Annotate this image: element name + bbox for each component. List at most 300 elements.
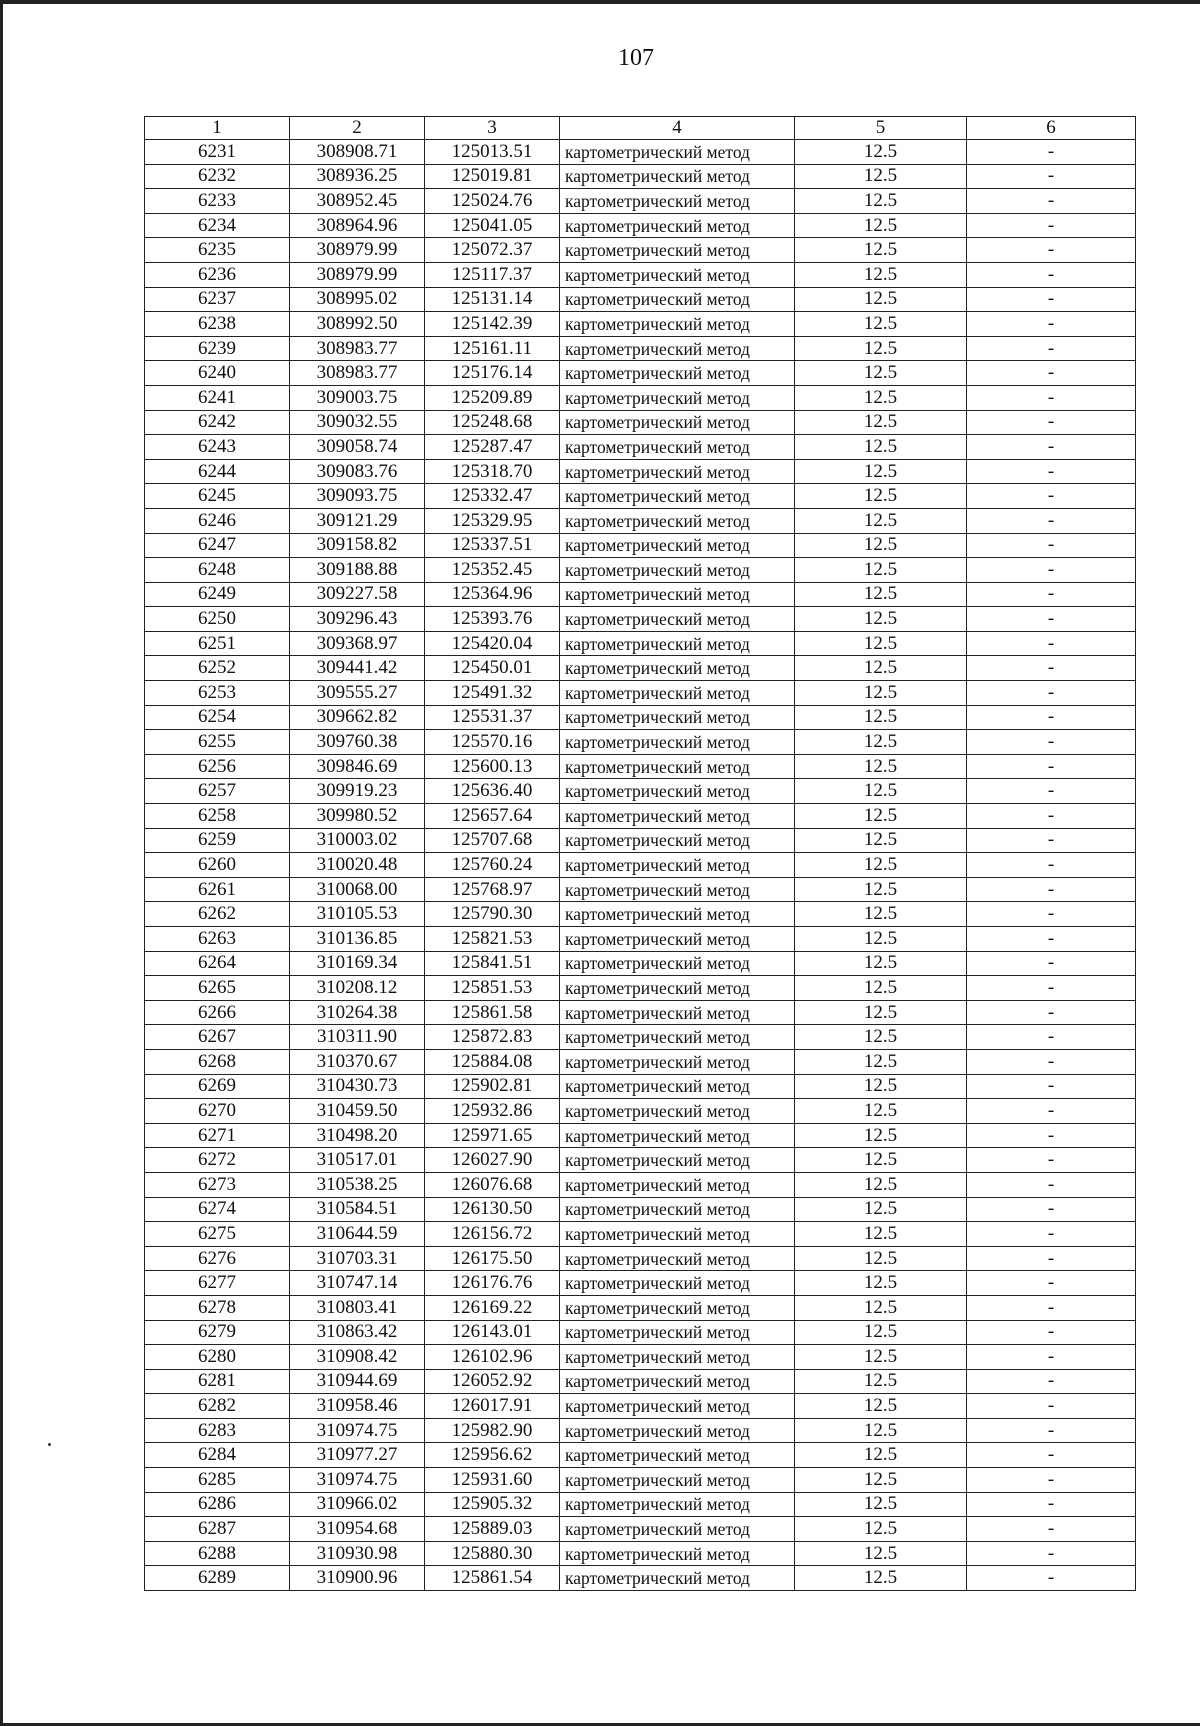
point-number-cell: 6279	[145, 1320, 290, 1345]
note-cell: -	[967, 385, 1136, 410]
x-coordinate-cell: 309846.69	[290, 754, 425, 779]
method-cell: картометрический метод	[560, 484, 795, 509]
point-number-cell: 6250	[145, 607, 290, 632]
accuracy-cell: 12.5	[795, 582, 967, 607]
note-cell: -	[967, 1123, 1136, 1148]
y-coordinate-cell: 126130.50	[425, 1197, 560, 1222]
point-number-cell: 6248	[145, 558, 290, 583]
y-coordinate-cell: 125450.01	[425, 656, 560, 681]
note-cell: -	[967, 1148, 1136, 1173]
y-coordinate-cell: 126027.90	[425, 1148, 560, 1173]
header-cell-5: 5	[795, 117, 967, 140]
method-cell: картометрический метод	[560, 1172, 795, 1197]
x-coordinate-cell: 310863.42	[290, 1320, 425, 1345]
note-cell: -	[967, 213, 1136, 238]
point-number-cell: 6276	[145, 1246, 290, 1271]
note-cell: -	[967, 804, 1136, 829]
table-row	[145, 1049, 1136, 1074]
accuracy-cell: 12.5	[795, 1000, 967, 1025]
note-cell: -	[967, 1049, 1136, 1074]
point-number-cell: 6286	[145, 1492, 290, 1517]
point-number-cell: 6289	[145, 1566, 290, 1591]
y-coordinate-cell: 125209.89	[425, 385, 560, 410]
accuracy-cell: 12.5	[795, 238, 967, 263]
x-coordinate-cell: 310105.53	[290, 902, 425, 927]
point-number-cell: 6257	[145, 779, 290, 804]
point-number-cell: 6245	[145, 484, 290, 509]
point-number-cell: 6237	[145, 287, 290, 312]
x-coordinate-cell: 308995.02	[290, 287, 425, 312]
accuracy-cell: 12.5	[795, 1541, 967, 1566]
method-cell: картометрический метод	[560, 1025, 795, 1050]
y-coordinate-cell: 125491.32	[425, 681, 560, 706]
header-row	[145, 117, 1136, 140]
table-row	[145, 976, 1136, 1001]
y-coordinate-cell: 126169.22	[425, 1295, 560, 1320]
point-number-cell: 6235	[145, 238, 290, 263]
accuracy-cell: 12.5	[795, 312, 967, 337]
method-cell: картометрический метод	[560, 189, 795, 214]
table-row	[145, 877, 1136, 902]
y-coordinate-cell: 125861.58	[425, 1000, 560, 1025]
method-cell: картометрический метод	[560, 705, 795, 730]
point-number-cell: 6256	[145, 754, 290, 779]
x-coordinate-cell: 309158.82	[290, 533, 425, 558]
x-coordinate-cell: 308979.99	[290, 238, 425, 263]
table-row	[145, 1172, 1136, 1197]
accuracy-cell: 12.5	[795, 508, 967, 533]
method-cell: картометрический метод	[560, 1246, 795, 1271]
y-coordinate-cell: 125041.05	[425, 213, 560, 238]
note-cell: -	[967, 656, 1136, 681]
point-number-cell: 6267	[145, 1025, 290, 1050]
x-coordinate-cell: 309919.23	[290, 779, 425, 804]
y-coordinate-cell: 125971.65	[425, 1123, 560, 1148]
y-coordinate-cell: 125760.24	[425, 853, 560, 878]
accuracy-cell: 12.5	[795, 1517, 967, 1542]
y-coordinate-cell: 126102.96	[425, 1345, 560, 1370]
accuracy-cell: 12.5	[795, 410, 967, 435]
point-number-cell: 6274	[145, 1197, 290, 1222]
x-coordinate-cell: 309980.52	[290, 804, 425, 829]
y-coordinate-cell: 125161.11	[425, 336, 560, 361]
table-row	[145, 164, 1136, 189]
point-number-cell: 6251	[145, 631, 290, 656]
point-number-cell: 6239	[145, 336, 290, 361]
note-cell: -	[967, 1271, 1136, 1296]
note-cell: -	[967, 705, 1136, 730]
accuracy-cell: 12.5	[795, 1566, 967, 1591]
point-number-cell: 6247	[145, 533, 290, 558]
method-cell: картометрический метод	[560, 1222, 795, 1247]
method-cell: картометрический метод	[560, 410, 795, 435]
method-cell: картометрический метод	[560, 1295, 795, 1320]
accuracy-cell: 12.5	[795, 877, 967, 902]
accuracy-cell: 12.5	[795, 1345, 967, 1370]
accuracy-cell: 12.5	[795, 804, 967, 829]
x-coordinate-cell: 310430.73	[290, 1074, 425, 1099]
accuracy-cell: 12.5	[795, 459, 967, 484]
x-coordinate-cell: 310169.34	[290, 951, 425, 976]
point-number-cell: 6234	[145, 213, 290, 238]
point-number-cell: 6260	[145, 853, 290, 878]
method-cell: картометрический метод	[560, 1099, 795, 1124]
table-row	[145, 951, 1136, 976]
method-cell: картометрический метод	[560, 927, 795, 952]
note-cell: -	[967, 287, 1136, 312]
accuracy-cell: 12.5	[795, 336, 967, 361]
y-coordinate-cell: 125884.08	[425, 1049, 560, 1074]
table-row	[145, 262, 1136, 287]
accuracy-cell: 12.5	[795, 1123, 967, 1148]
y-coordinate-cell: 125982.90	[425, 1418, 560, 1443]
method-cell: картометрический метод	[560, 853, 795, 878]
accuracy-cell: 12.5	[795, 1172, 967, 1197]
point-number-cell: 6282	[145, 1394, 290, 1419]
y-coordinate-cell: 125024.76	[425, 189, 560, 214]
table-row	[145, 140, 1136, 165]
table-row	[145, 1246, 1136, 1271]
accuracy-cell: 12.5	[795, 1025, 967, 1050]
accuracy-cell: 12.5	[795, 213, 967, 238]
x-coordinate-cell: 309441.42	[290, 656, 425, 681]
method-cell: картометрический метод	[560, 681, 795, 706]
method-cell: картометрический метод	[560, 508, 795, 533]
note-cell: -	[967, 410, 1136, 435]
method-cell: картометрический метод	[560, 607, 795, 632]
point-number-cell: 6278	[145, 1295, 290, 1320]
table-row	[145, 1345, 1136, 1370]
accuracy-cell: 12.5	[795, 681, 967, 706]
table-row	[145, 410, 1136, 435]
point-number-cell: 6268	[145, 1049, 290, 1074]
y-coordinate-cell: 125821.53	[425, 927, 560, 952]
note-cell: -	[967, 1345, 1136, 1370]
point-number-cell: 6240	[145, 361, 290, 386]
table-header	[145, 117, 1136, 140]
y-coordinate-cell: 126052.92	[425, 1369, 560, 1394]
method-cell: картометрический метод	[560, 1468, 795, 1493]
x-coordinate-cell: 310584.51	[290, 1197, 425, 1222]
x-coordinate-cell: 310703.31	[290, 1246, 425, 1271]
point-number-cell: 6273	[145, 1172, 290, 1197]
x-coordinate-cell: 309296.43	[290, 607, 425, 632]
point-number-cell: 6242	[145, 410, 290, 435]
note-cell: -	[967, 1222, 1136, 1247]
table-row	[145, 631, 1136, 656]
point-number-cell: 6283	[145, 1418, 290, 1443]
method-cell: картометрический метод	[560, 730, 795, 755]
method-cell: картометрический метод	[560, 140, 795, 165]
point-number-cell: 6258	[145, 804, 290, 829]
x-coordinate-cell: 310747.14	[290, 1271, 425, 1296]
note-cell: -	[967, 1074, 1136, 1099]
note-cell: -	[967, 1099, 1136, 1124]
method-cell: картометрический метод	[560, 1271, 795, 1296]
y-coordinate-cell: 125902.81	[425, 1074, 560, 1099]
y-coordinate-cell: 125880.30	[425, 1541, 560, 1566]
note-cell: -	[967, 951, 1136, 976]
accuracy-cell: 12.5	[795, 853, 967, 878]
table-row	[145, 1394, 1136, 1419]
accuracy-cell: 12.5	[795, 484, 967, 509]
point-number-cell: 6288	[145, 1541, 290, 1566]
table-row	[145, 1369, 1136, 1394]
method-cell: картометрический метод	[560, 312, 795, 337]
note-cell: -	[967, 1369, 1136, 1394]
table-row	[145, 484, 1136, 509]
x-coordinate-cell: 310974.75	[290, 1468, 425, 1493]
accuracy-cell: 12.5	[795, 558, 967, 583]
accuracy-cell: 12.5	[795, 140, 967, 165]
y-coordinate-cell: 125332.47	[425, 484, 560, 509]
method-cell: картометрический метод	[560, 754, 795, 779]
x-coordinate-cell: 310003.02	[290, 828, 425, 853]
table-row	[145, 336, 1136, 361]
x-coordinate-cell: 309093.75	[290, 484, 425, 509]
point-number-cell: 6259	[145, 828, 290, 853]
table-row	[145, 1517, 1136, 1542]
method-cell: картометрический метод	[560, 1074, 795, 1099]
accuracy-cell: 12.5	[795, 754, 967, 779]
method-cell: картометрический метод	[560, 435, 795, 460]
table-row	[145, 779, 1136, 804]
point-number-cell: 6241	[145, 385, 290, 410]
method-cell: картометрический метод	[560, 828, 795, 853]
method-cell: картометрический метод	[560, 1418, 795, 1443]
table-row	[145, 1271, 1136, 1296]
note-cell: -	[967, 1246, 1136, 1271]
note-cell: -	[967, 336, 1136, 361]
point-number-cell: 6261	[145, 877, 290, 902]
accuracy-cell: 12.5	[795, 1369, 967, 1394]
note-cell: -	[967, 238, 1136, 263]
method-cell: картометрический метод	[560, 287, 795, 312]
y-coordinate-cell: 125248.68	[425, 410, 560, 435]
header-cell-2: 2	[290, 117, 425, 140]
x-coordinate-cell: 310264.38	[290, 1000, 425, 1025]
note-cell: -	[967, 1443, 1136, 1468]
note-cell: -	[967, 877, 1136, 902]
point-number-cell: 6262	[145, 902, 290, 927]
y-coordinate-cell: 125872.83	[425, 1025, 560, 1050]
x-coordinate-cell: 309760.38	[290, 730, 425, 755]
note-cell: -	[967, 927, 1136, 952]
table-row	[145, 1222, 1136, 1247]
table-row	[145, 730, 1136, 755]
point-number-cell: 6265	[145, 976, 290, 1001]
table-row	[145, 705, 1136, 730]
method-cell: картометрический метод	[560, 1320, 795, 1345]
note-cell: -	[967, 189, 1136, 214]
accuracy-cell: 12.5	[795, 189, 967, 214]
table-row	[145, 927, 1136, 952]
table-row	[145, 1148, 1136, 1173]
point-number-cell: 6238	[145, 312, 290, 337]
method-cell: картометрический метод	[560, 804, 795, 829]
point-number-cell: 6252	[145, 656, 290, 681]
y-coordinate-cell: 125790.30	[425, 902, 560, 927]
x-coordinate-cell: 310908.42	[290, 1345, 425, 1370]
point-number-cell: 6244	[145, 459, 290, 484]
note-cell: -	[967, 262, 1136, 287]
note-cell: -	[967, 140, 1136, 165]
note-cell: -	[967, 459, 1136, 484]
table-row	[145, 1541, 1136, 1566]
method-cell: картометрический метод	[560, 1345, 795, 1370]
method-cell: картометрический метод	[560, 656, 795, 681]
note-cell: -	[967, 631, 1136, 656]
point-number-cell: 6231	[145, 140, 290, 165]
y-coordinate-cell: 125131.14	[425, 287, 560, 312]
table-row	[145, 1320, 1136, 1345]
point-number-cell: 6254	[145, 705, 290, 730]
method-cell: картометрический метод	[560, 1394, 795, 1419]
point-number-cell: 6236	[145, 262, 290, 287]
y-coordinate-cell: 125013.51	[425, 140, 560, 165]
y-coordinate-cell: 125956.62	[425, 1443, 560, 1468]
note-cell: -	[967, 1172, 1136, 1197]
note-cell: -	[967, 1295, 1136, 1320]
table-row	[145, 681, 1136, 706]
method-cell: картометрический метод	[560, 1123, 795, 1148]
method-cell: картометрический метод	[560, 164, 795, 189]
x-coordinate-cell: 310944.69	[290, 1369, 425, 1394]
x-coordinate-cell: 310974.75	[290, 1418, 425, 1443]
note-cell: -	[967, 1541, 1136, 1566]
accuracy-cell: 12.5	[795, 1468, 967, 1493]
method-cell: картометрический метод	[560, 1197, 795, 1222]
table-row	[145, 361, 1136, 386]
method-cell: картометрический метод	[560, 951, 795, 976]
method-cell: картометрический метод	[560, 1148, 795, 1173]
accuracy-cell: 12.5	[795, 1418, 967, 1443]
x-coordinate-cell: 308983.77	[290, 361, 425, 386]
method-cell: картометрический метод	[560, 1492, 795, 1517]
x-coordinate-cell: 309227.58	[290, 582, 425, 607]
accuracy-cell: 12.5	[795, 533, 967, 558]
y-coordinate-cell: 125337.51	[425, 533, 560, 558]
accuracy-cell: 12.5	[795, 828, 967, 853]
method-cell: картометрический метод	[560, 976, 795, 1001]
note-cell: -	[967, 681, 1136, 706]
method-cell: картометрический метод	[560, 1517, 795, 1542]
note-cell: -	[967, 508, 1136, 533]
method-cell: картометрический метод	[560, 558, 795, 583]
table-row	[145, 1197, 1136, 1222]
y-coordinate-cell: 125393.76	[425, 607, 560, 632]
accuracy-cell: 12.5	[795, 1099, 967, 1124]
table-row	[145, 1000, 1136, 1025]
x-coordinate-cell: 310977.27	[290, 1443, 425, 1468]
table-row	[145, 828, 1136, 853]
y-coordinate-cell: 125570.16	[425, 730, 560, 755]
table-row	[145, 853, 1136, 878]
method-cell: картометрический метод	[560, 779, 795, 804]
y-coordinate-cell: 125531.37	[425, 705, 560, 730]
note-cell: -	[967, 1394, 1136, 1419]
x-coordinate-cell: 310311.90	[290, 1025, 425, 1050]
accuracy-cell: 12.5	[795, 385, 967, 410]
x-coordinate-cell: 309083.76	[290, 459, 425, 484]
table-row	[145, 607, 1136, 632]
method-cell: картометрический метод	[560, 1000, 795, 1025]
x-coordinate-cell: 310459.50	[290, 1099, 425, 1124]
y-coordinate-cell: 125905.32	[425, 1492, 560, 1517]
x-coordinate-cell: 309058.74	[290, 435, 425, 460]
note-cell: -	[967, 607, 1136, 632]
note-cell: -	[967, 730, 1136, 755]
table-row	[145, 804, 1136, 829]
table-row	[145, 385, 1136, 410]
table-row	[145, 533, 1136, 558]
point-number-cell: 6284	[145, 1443, 290, 1468]
point-number-cell: 6266	[145, 1000, 290, 1025]
method-cell: картометрический метод	[560, 385, 795, 410]
method-cell: картометрический метод	[560, 582, 795, 607]
x-coordinate-cell: 308908.71	[290, 140, 425, 165]
method-cell: картометрический метод	[560, 213, 795, 238]
y-coordinate-cell: 125932.86	[425, 1099, 560, 1124]
x-coordinate-cell: 310517.01	[290, 1148, 425, 1173]
accuracy-cell: 12.5	[795, 1197, 967, 1222]
point-number-cell: 6263	[145, 927, 290, 952]
x-coordinate-cell: 310958.46	[290, 1394, 425, 1419]
accuracy-cell: 12.5	[795, 1222, 967, 1247]
note-cell: -	[967, 1000, 1136, 1025]
y-coordinate-cell: 125931.60	[425, 1468, 560, 1493]
x-coordinate-cell: 309368.97	[290, 631, 425, 656]
y-coordinate-cell: 125117.37	[425, 262, 560, 287]
table-row	[145, 459, 1136, 484]
table-row	[145, 312, 1136, 337]
point-number-cell: 6272	[145, 1148, 290, 1173]
x-coordinate-cell: 310803.41	[290, 1295, 425, 1320]
method-cell: картометрический метод	[560, 459, 795, 484]
note-cell: -	[967, 1320, 1136, 1345]
note-cell: -	[967, 558, 1136, 583]
x-coordinate-cell: 310498.20	[290, 1123, 425, 1148]
table-row	[145, 1468, 1136, 1493]
accuracy-cell: 12.5	[795, 1492, 967, 1517]
scan-speck	[48, 1443, 51, 1446]
coordinates-table	[144, 116, 1136, 1591]
note-cell: -	[967, 779, 1136, 804]
accuracy-cell: 12.5	[795, 631, 967, 656]
y-coordinate-cell: 126017.91	[425, 1394, 560, 1419]
x-coordinate-cell: 310644.59	[290, 1222, 425, 1247]
table-row	[145, 1566, 1136, 1591]
x-coordinate-cell: 310370.67	[290, 1049, 425, 1074]
note-cell: -	[967, 312, 1136, 337]
point-number-cell: 6275	[145, 1222, 290, 1247]
y-coordinate-cell: 125329.95	[425, 508, 560, 533]
accuracy-cell: 12.5	[795, 1443, 967, 1468]
method-cell: картометрический метод	[560, 1443, 795, 1468]
y-coordinate-cell: 125707.68	[425, 828, 560, 853]
point-number-cell: 6233	[145, 189, 290, 214]
accuracy-cell: 12.5	[795, 1148, 967, 1173]
table-row	[145, 435, 1136, 460]
note-cell: -	[967, 1517, 1136, 1542]
accuracy-cell: 12.5	[795, 607, 967, 632]
y-coordinate-cell: 125861.54	[425, 1566, 560, 1591]
y-coordinate-cell: 125657.64	[425, 804, 560, 829]
method-cell: картометрический метод	[560, 1541, 795, 1566]
table-body	[145, 140, 1136, 1591]
note-cell: -	[967, 533, 1136, 558]
accuracy-cell: 12.5	[795, 435, 967, 460]
